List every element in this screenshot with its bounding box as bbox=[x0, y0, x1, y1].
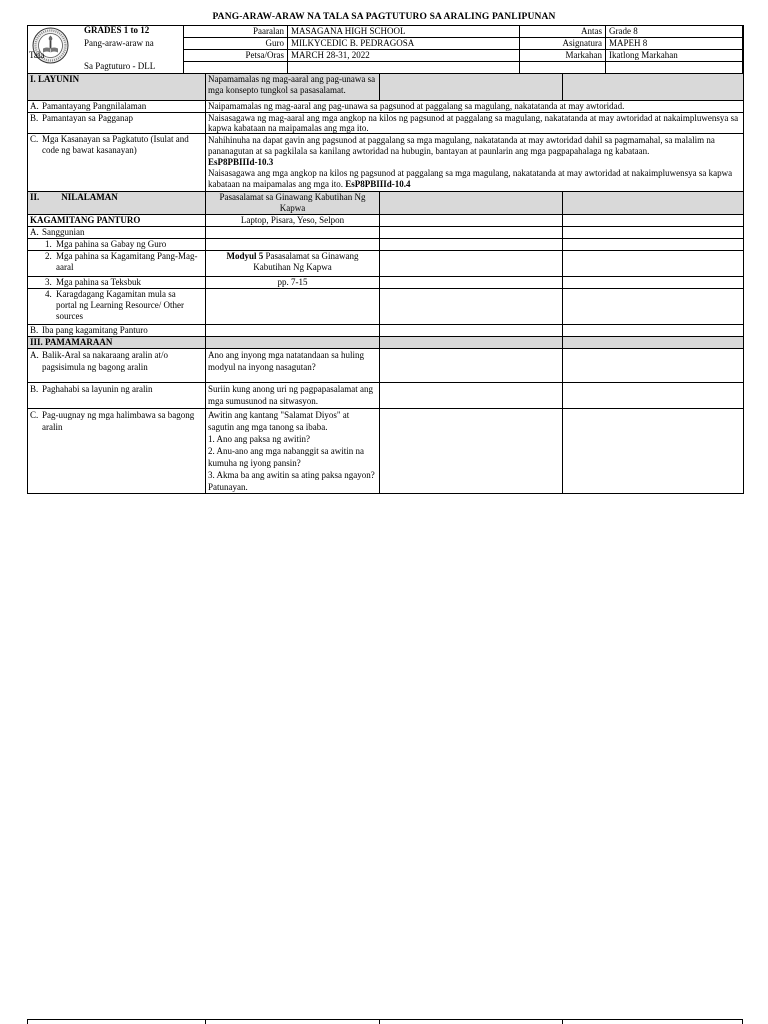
row-label-cell bbox=[28, 289, 206, 325]
table-row bbox=[28, 325, 744, 337]
row-label-text: Mga Kasanayan sa Pagkatuto (Isulat and code ng bawat kasanayan) bbox=[42, 134, 189, 155]
table-row bbox=[28, 101, 744, 113]
section-row-pamamaraan bbox=[28, 337, 744, 349]
section-row-nilalaman bbox=[28, 192, 744, 215]
row-label bbox=[30, 227, 203, 238]
module-title: Pasasalamat sa Ginawang Kabutihan Ng Kapwa bbox=[253, 251, 359, 272]
row-label-cell bbox=[28, 349, 206, 383]
learning-competencies bbox=[206, 134, 744, 192]
content-standard-text: Naipamamalas ng mag-aaral ang pag-unawa sa pagsunod at paggalang sa magulang, nakatatanda at may awtoridad. bbox=[206, 101, 744, 113]
row-marker: 3. bbox=[45, 277, 52, 287]
lesson-log-table bbox=[27, 73, 744, 494]
row-marker: B. bbox=[30, 384, 39, 394]
column-divider bbox=[205, 1020, 206, 1024]
next-table-fragment bbox=[27, 1019, 743, 1024]
step-text: Awitin ang kantang "Salamat Diyos" at sagutin ang mga tanong sa ibaba. bbox=[208, 410, 350, 432]
row-marker: 4. bbox=[45, 289, 52, 299]
row-label-cell bbox=[28, 113, 206, 134]
row-label bbox=[30, 101, 203, 112]
empty-cell bbox=[380, 239, 563, 251]
table-row bbox=[28, 277, 744, 289]
column-divider bbox=[379, 1020, 380, 1024]
row-label-text: Paghahabi sa layunin ng aralin bbox=[42, 384, 153, 394]
section-heading-pamamaraan: III. PAMAMARAAN bbox=[28, 337, 206, 349]
empty-cell bbox=[563, 251, 744, 277]
row-label-text: Sanggunian bbox=[42, 227, 85, 237]
school-label: Paaralan bbox=[184, 26, 288, 38]
question-item: 3. Akma ba ang awitin sa ating paksa ngayon? Patunayan. bbox=[208, 470, 375, 492]
empty-cell bbox=[606, 62, 744, 74]
layunin-intro: Napamamalas ng mag-aaral ang pag-unawa sa mga konsepto tungkol sa pasasalamat. bbox=[206, 74, 380, 101]
empty-cell bbox=[380, 192, 563, 215]
section-number: II. bbox=[30, 192, 40, 202]
row-label-text: Mga pahina sa Gabay ng Guro bbox=[56, 239, 167, 249]
empty-cell bbox=[380, 215, 563, 227]
header-info-table bbox=[183, 25, 744, 74]
section-row-layunin bbox=[28, 74, 744, 101]
empty-cell bbox=[563, 289, 744, 325]
row-label-cell bbox=[28, 101, 206, 113]
subject-value: MAPEH 8 bbox=[606, 38, 744, 50]
empty-cell bbox=[563, 277, 744, 289]
question-item: 1. Ano ang paksa ng awitin? bbox=[208, 434, 310, 444]
teacher-value: MILKYCEDIC B. PEDRAGOSA bbox=[288, 38, 520, 50]
row-label bbox=[30, 113, 203, 124]
row-marker: C. bbox=[30, 134, 39, 144]
date-value: MARCH 28-31, 2022 bbox=[288, 50, 520, 62]
row-label bbox=[30, 239, 203, 250]
column-divider bbox=[562, 1020, 563, 1024]
performance-standard-text: Naisasagawa ng mag-aaral ang mga angkop na kilos ng pagsunod at paggalang sa magulang, nakatatanda at may awtoridad at nakaimpluwensya sa kapwa kabataan na maipamalas ang mga ito. bbox=[206, 113, 744, 134]
empty-cell bbox=[380, 409, 563, 494]
row-label-text: Mga pahina sa Teksbuk bbox=[56, 277, 141, 287]
module-number: Modyul 5 bbox=[226, 251, 264, 261]
header-row bbox=[184, 26, 744, 38]
learner-materials-value bbox=[206, 251, 380, 277]
row-label bbox=[30, 409, 203, 433]
step-text: Suriin kung anong uri ng pagpapasalamat ang mga sumusunod na sitwasyon. bbox=[206, 383, 380, 409]
table-row bbox=[28, 227, 744, 239]
section-heading-nilalaman bbox=[28, 192, 206, 215]
row-label bbox=[30, 277, 203, 288]
empty-cell bbox=[563, 383, 744, 409]
date-label: Petsa/Oras bbox=[184, 50, 288, 62]
step-text: Ano ang inyong mga natatandaan sa huling modyul na inyong nasagutan? bbox=[206, 349, 380, 383]
question-item: 2. Anu-ano ang mga nabanggit sa awitin na kumuha ng iyong pansin? bbox=[208, 446, 364, 468]
lesson-topic: Pasasalamat sa Ginawang Kabutihan Ng Kapwa bbox=[206, 192, 380, 215]
row-label-cell bbox=[28, 277, 206, 289]
row-label-cell bbox=[28, 409, 206, 494]
empty-cell bbox=[380, 383, 563, 409]
header-row-empty bbox=[184, 62, 744, 74]
empty-cell bbox=[380, 227, 563, 239]
section-heading-layunin: I. LAYUNIN bbox=[28, 74, 206, 101]
empty-cell bbox=[380, 289, 563, 325]
table-row bbox=[28, 383, 744, 409]
row-label-cell bbox=[28, 227, 206, 239]
empty-cell bbox=[206, 325, 380, 337]
empty-cell bbox=[206, 227, 380, 239]
teacher-label: Guro bbox=[184, 38, 288, 50]
row-marker: B. bbox=[30, 113, 39, 123]
empty-cell bbox=[184, 62, 288, 74]
row-marker: A. bbox=[30, 350, 39, 360]
row-marker: C. bbox=[30, 410, 39, 420]
row-label bbox=[30, 251, 203, 273]
competency-code: EsP8PBIIId-10.3 bbox=[208, 157, 274, 167]
grade-level-label: Antas bbox=[520, 26, 606, 38]
row-label bbox=[30, 383, 203, 395]
empty-cell bbox=[563, 239, 744, 251]
table-row bbox=[28, 251, 744, 277]
empty-cell bbox=[380, 349, 563, 383]
textbook-pages-value: pp. 7-15 bbox=[206, 277, 380, 289]
row-label-text: Karagdagang Kagamitan mula sa portal ng Learning Resource/ Other sources bbox=[56, 289, 184, 321]
table-row bbox=[28, 289, 744, 325]
school-value: MASAGANA HIGH SCHOOL bbox=[288, 26, 520, 38]
empty-cell bbox=[380, 277, 563, 289]
row-label bbox=[30, 349, 203, 373]
empty-cell bbox=[288, 62, 520, 74]
dll-label-line-2: Tala bbox=[29, 50, 45, 60]
quarter-value: Ikatlong Markahan bbox=[606, 50, 744, 62]
competency-code: EsP8PBIIId-10.4 bbox=[345, 179, 411, 189]
empty-cell bbox=[206, 337, 380, 349]
header-row bbox=[184, 50, 744, 62]
row-label-text: Mga pahina sa Kagamitang Pang-Mag-aaral bbox=[56, 251, 198, 272]
competency-text: Nahihinuha na dapat gavin ang pagsunod at paggalang sa mga magulang, nakatatanda at may awtoridad dahil sa pagmamahal, sa malalim na pananagutan at sa pagkilala sa kanilang awtoridad na hubugin, bantayan at paunlarin ang mga pagpapahalaga ng kabataan. bbox=[208, 135, 715, 156]
row-marker: B. bbox=[30, 325, 39, 335]
quarter-label: Markahan bbox=[520, 50, 606, 62]
grade-level-value: Grade 8 bbox=[606, 26, 744, 38]
section-heading-kagamitan: KAGAMITANG PANTURO bbox=[28, 215, 206, 227]
row-label-cell bbox=[28, 251, 206, 277]
table-row bbox=[28, 113, 744, 134]
row-label-text: Pamantayan sa Pagganap bbox=[42, 113, 133, 123]
empty-cell bbox=[206, 239, 380, 251]
grades-label: GRADES 1 to 12 bbox=[84, 25, 150, 35]
table-row bbox=[28, 239, 744, 251]
row-label-text: Balik-Aral sa nakaraang aralin at/o pagsisimula ng bagong aralin bbox=[42, 350, 168, 372]
table-row bbox=[28, 409, 744, 494]
materials-list: Laptop, Pisara, Yeso, Selpon bbox=[206, 215, 380, 227]
empty-cell bbox=[563, 74, 744, 101]
subject-label: Asignatura bbox=[520, 38, 606, 50]
row-label-text: Iba pang kagamitang Panturo bbox=[42, 325, 148, 335]
row-label-text: Pamantayang Pangnilalaman bbox=[42, 101, 147, 111]
empty-cell bbox=[563, 337, 744, 349]
row-label-cell bbox=[28, 239, 206, 251]
competency-text: Naisasagawa ang mga angkop na kilos ng pagsunod at paggalang sa mga magulang, nakatatanda at may awtoridad at nakaimpluwensya sa kapwa kabataan na maipamalas ang mga ito. bbox=[208, 168, 733, 189]
document-title: PANG-ARAW-ARAW NA TALA SA PAGTUTURO SA ARALING PANLIPUNAN bbox=[212, 12, 556, 22]
empty-cell bbox=[206, 289, 380, 325]
table-row bbox=[28, 349, 744, 383]
row-label-cell bbox=[28, 134, 206, 192]
row-marker: A. bbox=[30, 101, 39, 111]
empty-cell bbox=[520, 62, 606, 74]
row-label-cell bbox=[28, 383, 206, 409]
empty-cell bbox=[563, 227, 744, 239]
row-label-cell bbox=[28, 325, 206, 337]
step-content bbox=[206, 409, 380, 494]
row-marker: 1. bbox=[45, 239, 52, 249]
empty-cell bbox=[380, 337, 563, 349]
empty-cell bbox=[563, 192, 744, 215]
empty-cell bbox=[380, 325, 563, 337]
row-label bbox=[30, 289, 203, 322]
empty-cell bbox=[563, 215, 744, 227]
dll-label-line-1: Pang-araw-araw na bbox=[84, 38, 154, 48]
row-label bbox=[30, 325, 203, 336]
empty-cell bbox=[563, 325, 744, 337]
empty-cell bbox=[380, 251, 563, 277]
section-row-kagamitan bbox=[28, 215, 744, 227]
empty-cell bbox=[563, 409, 744, 494]
row-label-text: Pag-uugnay ng mga halimbawa sa bagong aralin bbox=[42, 410, 195, 432]
row-marker: A. bbox=[30, 227, 39, 237]
section-title: NILALAMAN bbox=[61, 192, 118, 202]
header-row bbox=[184, 38, 744, 50]
table-row bbox=[28, 134, 744, 192]
row-label bbox=[30, 134, 203, 156]
dll-label-line-3: Sa Pagtuturo - DLL bbox=[84, 61, 156, 71]
row-marker: 2. bbox=[45, 251, 52, 261]
empty-cell bbox=[563, 349, 744, 383]
empty-cell bbox=[380, 74, 563, 101]
